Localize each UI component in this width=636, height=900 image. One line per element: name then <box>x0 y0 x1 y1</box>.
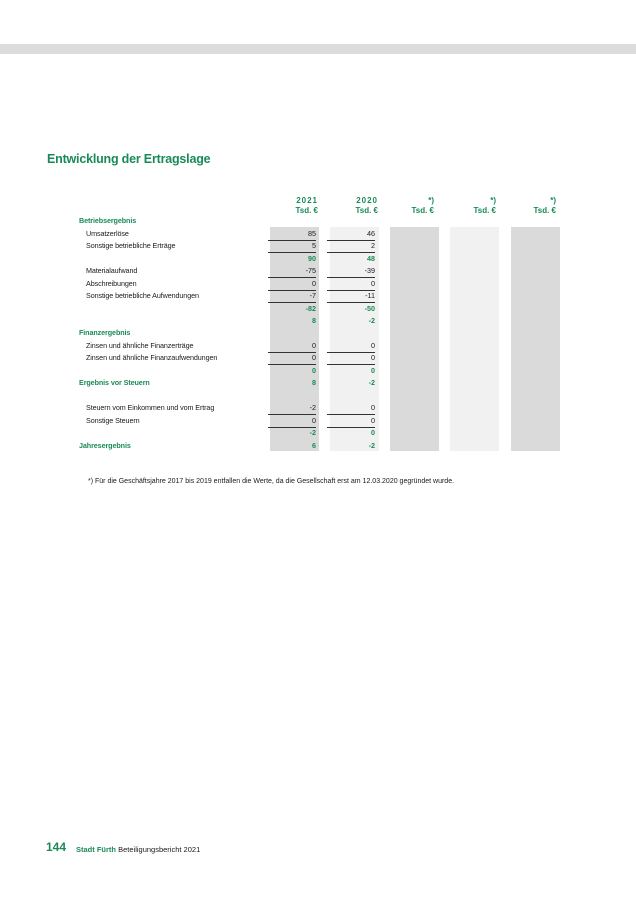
value-2021: 85 <box>268 228 316 241</box>
value-2021: -7 <box>268 290 316 303</box>
column-header-unit: Tsd. € <box>355 206 378 215</box>
table-row <box>0 377 636 389</box>
row-label: Zinsen und ähnliche Finanzaufwendungen <box>86 353 218 362</box>
column-header-unit: Tsd. € <box>411 206 434 215</box>
table-row <box>0 415 636 427</box>
column-header-empty-3 <box>496 196 556 216</box>
row-label: Sonstige betriebliche Aufwendungen <box>86 291 199 300</box>
value-2021: 0 <box>268 340 316 353</box>
value-2021: -82 <box>305 304 316 313</box>
value-2021: 0 <box>312 366 316 375</box>
footer-report: Beteiligungsbericht 2021 <box>118 845 201 854</box>
table-row <box>0 278 636 290</box>
row-label: Materialaufwand <box>86 266 138 275</box>
column-header-empty-2 <box>436 196 496 216</box>
table-row <box>0 352 636 364</box>
row-label: Ergebnis vor Steuern <box>79 378 150 387</box>
value-2020: 0 <box>371 428 375 437</box>
value-2020: 0 <box>371 366 375 375</box>
value-2020: 0 <box>327 415 375 428</box>
row-label: Jahresergebnis <box>79 441 131 450</box>
value-2020: 46 <box>327 228 375 241</box>
value-2020: -39 <box>327 265 375 278</box>
row-label: Steuern vom Einkommen und vom Ertrag <box>86 403 215 412</box>
table-row <box>0 240 636 252</box>
row-label: Abschreibungen <box>86 279 137 288</box>
value-2021: 90 <box>308 254 316 263</box>
value-2021: 6 <box>312 441 316 450</box>
value-2021: 8 <box>312 316 316 325</box>
value-2020: -2 <box>368 378 375 387</box>
column-header-2021 <box>258 196 318 216</box>
column-header-year: *) <box>490 196 496 205</box>
footer-title <box>76 845 200 854</box>
value-2021: -2 <box>268 402 316 415</box>
value-2021: 0 <box>268 415 316 428</box>
column-header-year: 2020 <box>356 196 378 205</box>
table-row <box>0 365 636 377</box>
column-header-unit: Tsd. € <box>473 206 496 215</box>
table-row <box>0 402 636 414</box>
value-2021: 5 <box>268 240 316 253</box>
row-label: Sonstige Steuern <box>86 416 140 425</box>
value-2021: 8 <box>312 378 316 387</box>
value-2020: -50 <box>364 304 375 313</box>
table-row <box>0 253 636 265</box>
value-2020: 48 <box>367 254 375 263</box>
value-2020: 0 <box>327 402 375 415</box>
row-label: Zinsen und ähnliche Finanzerträge <box>86 341 194 350</box>
value-2021: 0 <box>268 352 316 365</box>
value-2020: -2 <box>368 441 375 450</box>
value-2020: 0 <box>327 340 375 353</box>
table-row <box>0 327 636 339</box>
row-label: Umsatzerlöse <box>86 229 129 238</box>
page-title: Entwicklung der Ertragslage <box>47 152 211 166</box>
table-row <box>0 215 636 227</box>
page-number: 144 <box>46 840 67 854</box>
row-label: Betriebsergebnis <box>79 216 137 225</box>
footer-city: Stadt Fürth <box>76 845 116 854</box>
value-2020: 0 <box>327 278 375 291</box>
value-2020: -2 <box>368 316 375 325</box>
row-label: Sonstige betriebliche Erträge <box>86 241 176 250</box>
table-row <box>0 315 636 327</box>
table-row <box>0 303 636 315</box>
column-header-unit: Tsd. € <box>533 206 556 215</box>
column-header-year: 2021 <box>296 196 318 205</box>
column-header-unit: Tsd. € <box>295 206 318 215</box>
value-2021: -75 <box>268 265 316 278</box>
column-header-empty-1 <box>374 196 434 216</box>
top-bar <box>0 44 636 54</box>
table-row <box>0 427 636 439</box>
value-2020: 0 <box>327 352 375 365</box>
footnote: *) Für die Geschäftsjahre 2017 bis 2019 entfallen die Werte, da die Gesellschaft erst am 12.03.2020 gegründet wurde. <box>88 478 455 485</box>
column-header-year: *) <box>428 196 434 205</box>
table-row <box>0 290 636 302</box>
row-label: Finanzergebnis <box>79 328 131 337</box>
value-2021: -2 <box>309 428 316 437</box>
value-2020: -11 <box>327 290 375 303</box>
value-2021: 0 <box>268 278 316 291</box>
column-header-2020 <box>318 196 378 216</box>
table-row <box>0 440 636 452</box>
value-2020: 2 <box>327 240 375 253</box>
table-row <box>0 265 636 277</box>
table-row <box>0 340 636 352</box>
column-header-year: *) <box>550 196 556 205</box>
table-row <box>0 228 636 240</box>
